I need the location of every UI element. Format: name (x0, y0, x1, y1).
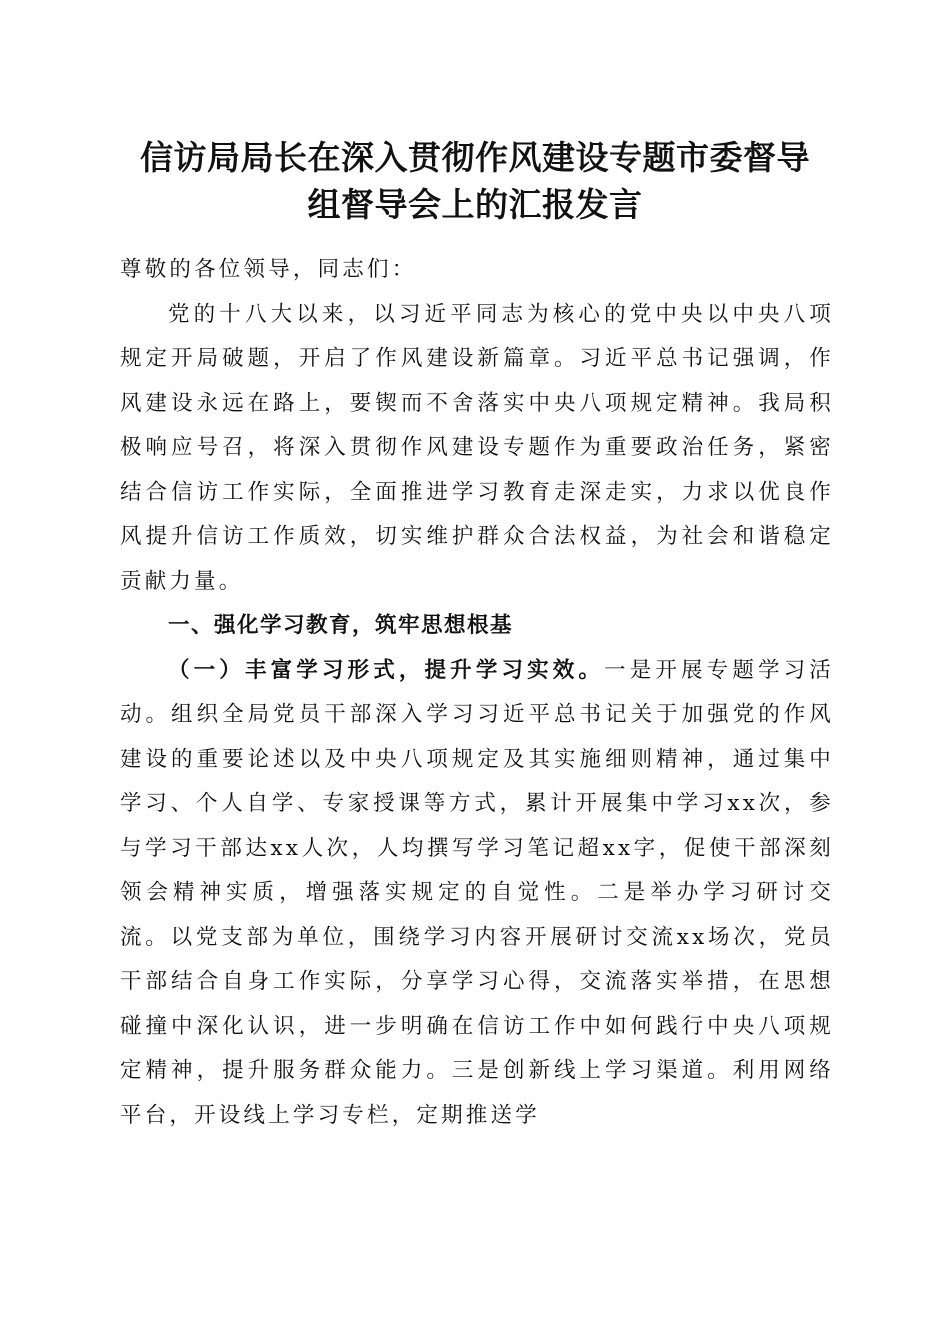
salutation: 尊敬的各位领导，同志们： (120, 257, 417, 282)
subsection-heading-1: （一）丰富学习形式，提升学习实效。 (168, 657, 605, 683)
subsection-body-1: 一是开展专题学习活动。组织全局党员干部深入学习习近平总书记关于加强党的作风建设的重要论述以及中央八项规定及其实施细则精神，通过集中学习、个人自学、专家授课等方式，累计开展集中学习xx次，参与学习干部达xx人次，人均撰写学习笔记超xx字，促使干部深刻领会精神实质，增强落实规定的自觉性。二是举办学习研讨交流。以党支部为单位，围绕学习内容开展研讨交流xx场次，党员干部结合自身工作实际，分享学习心得，交流落实举措，在思想碰撞中深化认识，进一步明确在信访工作中如何践行中央八项规定精神，提升服务群众能力。三是创新线上学习渠道。利用网络平台，开设线上学习专栏，定期推送学 (120, 657, 834, 1128)
document-body (120, 248, 834, 1138)
section-heading-1: 一、强化学习教育，筑牢思想根基 (168, 613, 514, 638)
title-line-2: 组督导会上的汇报发言 (307, 185, 643, 224)
intro-paragraph: 党的十八大以来，以习近平同志为核心的党中央以中央八项规定开局破题，开启了作风建设新篇章。习近平总书记强调，作风建设永远在路上，要锲而不舍落实中央八项规定精神。我局积极响应号召，将深入贯彻作风建设专题作为重要政治任务，紧密结合信访工作实际，全面推进学习教育走深走实，力求以优良作风提升信访工作质效，切实维护群众合法权益，为社会和谐稳定贡献力量。 (120, 301, 834, 594)
subsection-paragraph-1 (120, 649, 834, 1139)
title-line-1: 信访局局长在深入贯彻作风建设专题市委督导 (140, 138, 810, 177)
document-title (60, 134, 890, 228)
